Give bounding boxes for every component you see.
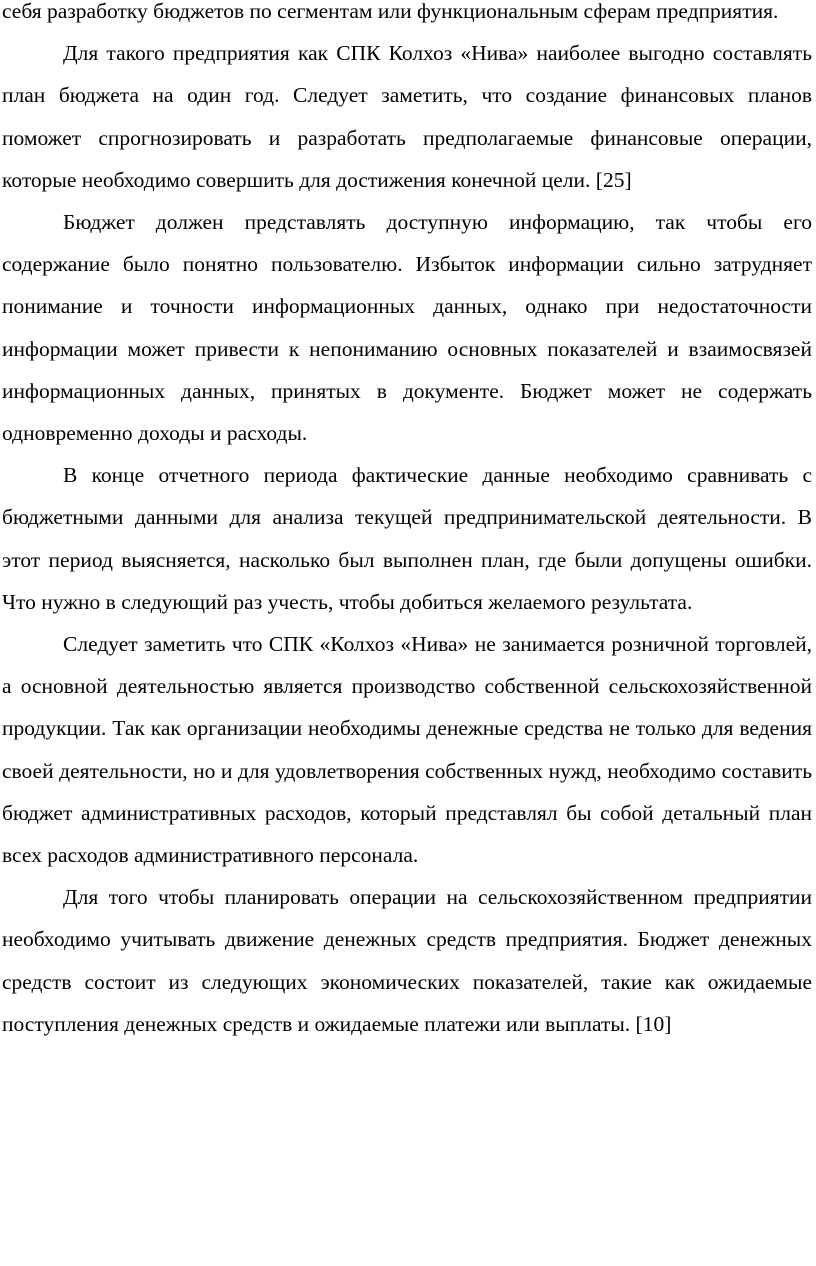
- paragraph-period-comparison: В конце отчетного периода фактические данные необходимо сравнивать с бюджетными данными для анализа текущей предпринимательской деятельности. В этот период выясняется, насколько был выполнен план, где были допущены ошибки. Что нужно в следующий раз учесть, чтобы добиться желаемого результата.: [2, 463, 812, 614]
- paragraph-budget-period: Для такого предприятия как СПК Колхоз «Нива» наиболее выгодно составлять план бюджета на один год. Следует заметить, что создание финансовых планов поможет спрогнозировать и разработать предполагаемые финансовые операции, которые необходимо совершить для достижения конечной цели. [25]: [2, 41, 812, 192]
- paragraph-cash-budget: Для того чтобы планировать операции на сельскохозяйственном предприятии необходимо учитывать движение денежных средств предприятия. Бюджет денежных средств состоит из следующих экономических показателей, такие как ожидаемые поступления денежных средств и ожидаемые платежи или выплаты. [10]: [2, 885, 812, 1036]
- paragraph-continuation: себя разработку бюджетов по сегментам или функциональным сферам предприятия.: [2, 0, 779, 23]
- paragraph-administrative-budget: Следует заметить что СПК «Колхоз «Нива» не занимается розничной торговлей, а основной деятельностью является производство собственной сельскохозяйственной продукции. Так как организации необходимы денежные средства не только для ведения своей деятельности, но и для удовлетворения собственных нужд, необходимо составить бюджет административных расходов, который представлял бы собой детальный план всех расходов административного персонала.: [2, 632, 812, 868]
- paragraph-budget-information: Бюджет должен представлять доступную информацию, так чтобы его содержание было понятно пользователю. Избыток информации сильно затрудняет понимание и точности информационных данных, однако при недостаточности информации может привести к непониманию основных показателей и взаимосвязей информационных данных, принятых в документе. Бюджет может не содержать одновременно доходы и расходы.: [2, 210, 812, 446]
